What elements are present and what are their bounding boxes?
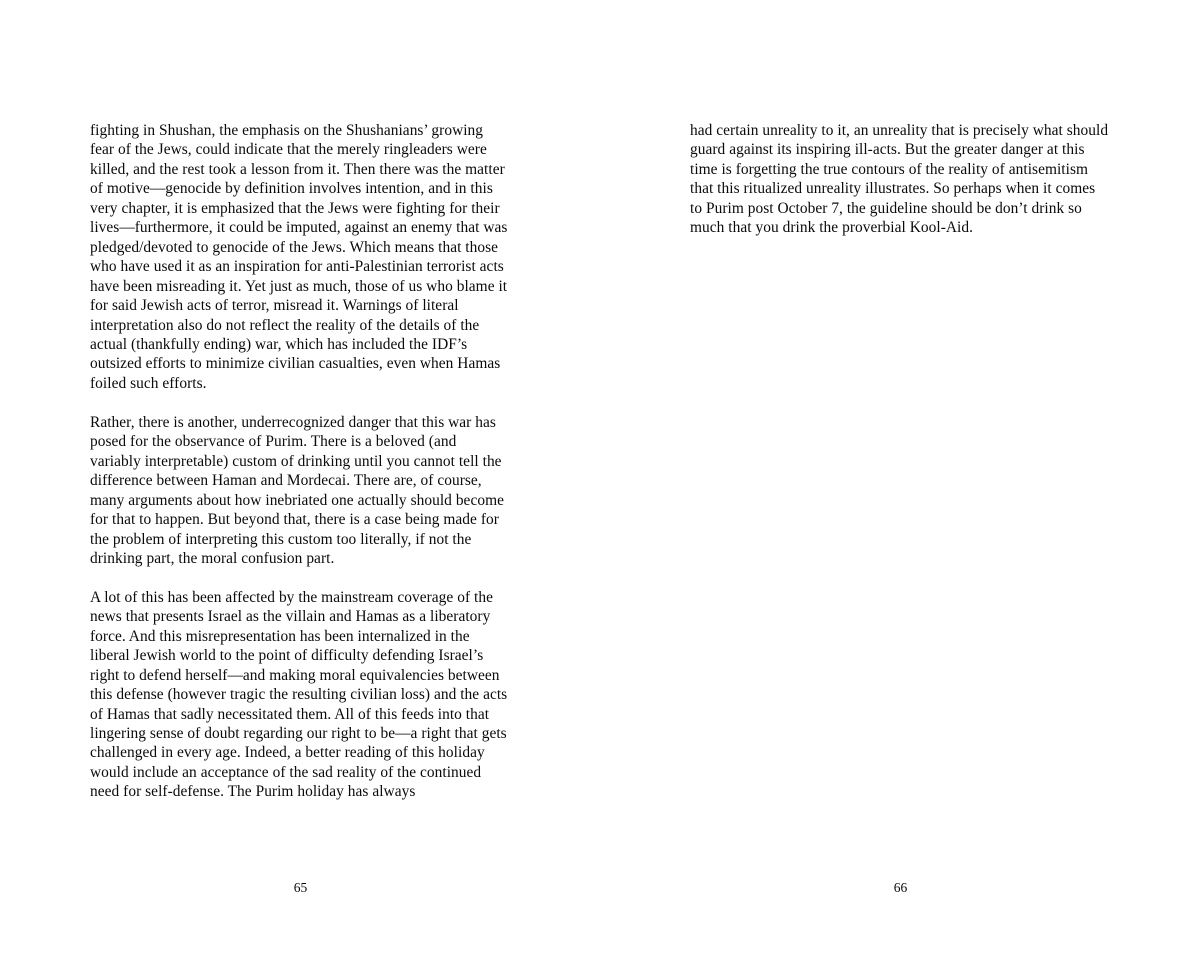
paragraph: A lot of this has been affected by the mainstream coverage of the news that presents Israel as the villain and Hamas as a liberatory force. And this misrepresentation has been internalized in the liberal Jewish world to the point of difficulty defending Israel’s right to defend herself—and making moral equivalencies between this defense (however tragic the resulting civilian loss) and the acts of Hamas that sadly necessitated them. All of this feeds into that lingering sense of doubt regarding our right to be—a right that gets challenged in every age. Indeed, a better reading of this holiday would include an acceptance of the sad reality of the continued need for self-defense. The Purim holiday has always: [90, 588, 508, 801]
page-right: [600, 0, 1200, 960]
page-left-text: [90, 121, 511, 802]
page-right-text: [690, 121, 1111, 238]
page-number-left: 65: [293, 880, 308, 895]
paragraph: had certain unreality to it, an unreality that is precisely what should guard against its inspiring ill-acts. But the greater danger at this time is forgetting the true contours of the reality of antisemitism that this ritualized unreality illustrates. So perhaps when it comes to Purim post October 7, the guideline should be don’t drink so much that you drink the proverbial Kool-Aid.: [690, 122, 1109, 237]
paragraph: Rather, there is another, underrecognized danger that this war has posed for the observance of Purim. There is a beloved (and variably interpretable) custom of drinking until you cannot tell the difference between Haman and Mordecai. There are, of course, many arguments about how inebriated one actually should become for that to happen. But beyond that, there is a case being made for the problem of interpreting this custom too literally, if not the drinking part, the moral confusion part.: [90, 413, 504, 567]
page-number-right: 66: [893, 880, 908, 895]
paragraph: fighting in Shushan, the emphasis on the Shushanians’ growing fear of the Jews, could indicate that the merely ringleaders were killed, and the rest took a lesson from it. Then there was the matter of motive—genocide by definition involves intention, and in this very chapter, it is emphasized that the Jews were fighting for their lives—furthermore, it could be imputed, against an enemy that was pledged/devoted to genocide of the Jews. Which means that those who have used it as an inspiration for anti-Palestinian terrorist acts have been misreading it. Yet just as much, those of us who blame it for said Jewish acts of terror, misread it. Warnings of literal interpretation also do not reflect the reality of the details of the actual (thankfully ending) war, which has included the IDF’s outsized efforts to minimize civilian casualties, even when Hamas foiled such efforts.: [90, 122, 508, 392]
